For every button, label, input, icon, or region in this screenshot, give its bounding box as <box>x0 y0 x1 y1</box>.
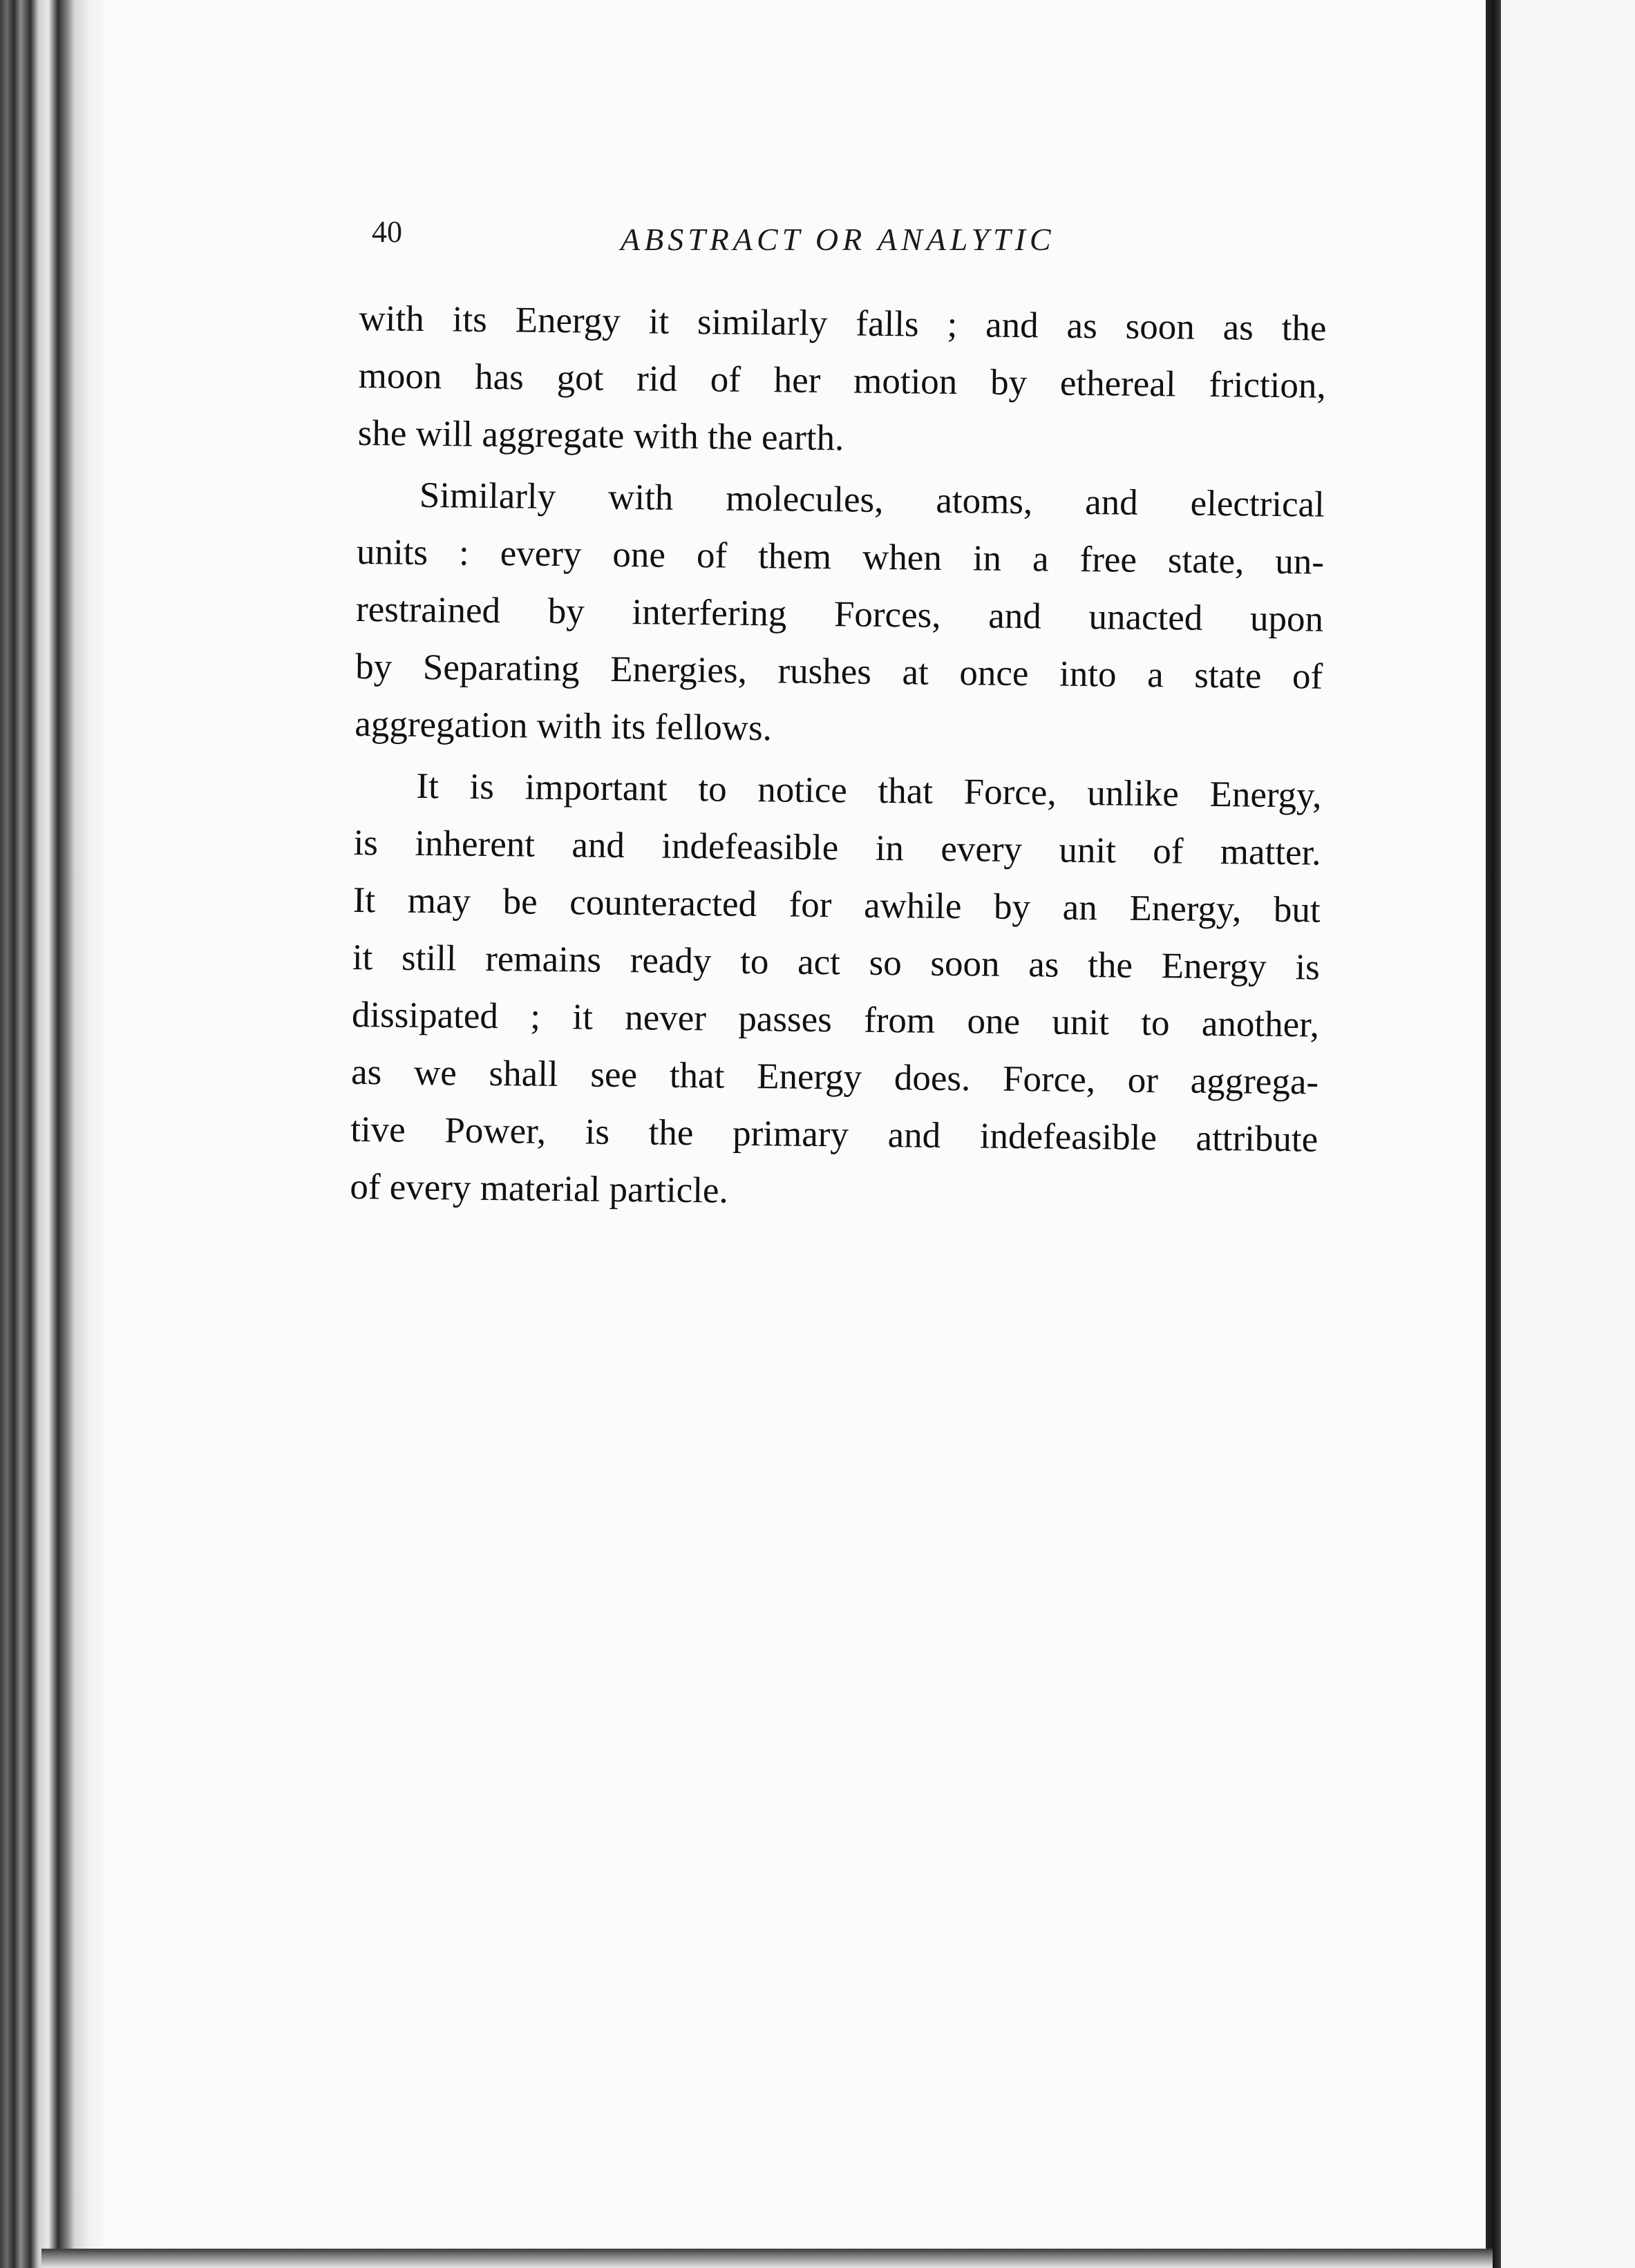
text-line: with its Energy it similarly falls ; and as soon as the <box>359 298 1327 349</box>
page-number: 40 <box>372 215 402 249</box>
text-line: It may be counteracted for awhile by an Energy, but <box>352 879 1321 931</box>
body-text <box>350 290 1327 1230</box>
paragraph-2 <box>355 466 1325 763</box>
text-line: It is important to notice that Force, unlike Energy, <box>416 765 1322 816</box>
text-line: is inherent and indefeasible in every unit of matter. <box>353 822 1321 873</box>
text-line: aggregation with its fellows. <box>355 703 773 749</box>
text-line: as we shall see that Energy does. Force, or aggrega- <box>350 1051 1319 1103</box>
text-line: it still remains ready to act so soon as the Energy is <box>352 937 1321 988</box>
running-title: ABSTRACT OR ANALYTIC <box>621 222 1055 257</box>
text-line: Similarly with molecules, atoms, and electrical <box>419 475 1325 525</box>
paragraph-3 <box>350 757 1322 1226</box>
text-line: restrained by interfering Forces, and unacted upon <box>355 589 1324 640</box>
text-line: she will aggregate with the earth. <box>357 412 844 459</box>
text-line: moon has got rid of her motion by ethereal friction, <box>358 355 1326 406</box>
right-page-spine <box>1486 0 1501 2268</box>
text-line: tive Power, is the primary and indefeasible attribute <box>350 1109 1319 1160</box>
text-line: of every material particle. <box>350 1166 729 1211</box>
left-book-binding <box>0 0 104 2268</box>
facing-page-edge <box>1501 0 1635 2268</box>
text-line: dissipated ; it never passes from one unit to another, <box>351 994 1320 1045</box>
text-line: by Separating Energies, rushes at once into a state of <box>355 646 1323 697</box>
running-head <box>372 207 1132 269</box>
page-bottom-edge <box>41 2249 1493 2268</box>
paragraph-1 <box>357 290 1327 473</box>
text-line: units : every one of them when in a free state, un- <box>356 531 1325 582</box>
